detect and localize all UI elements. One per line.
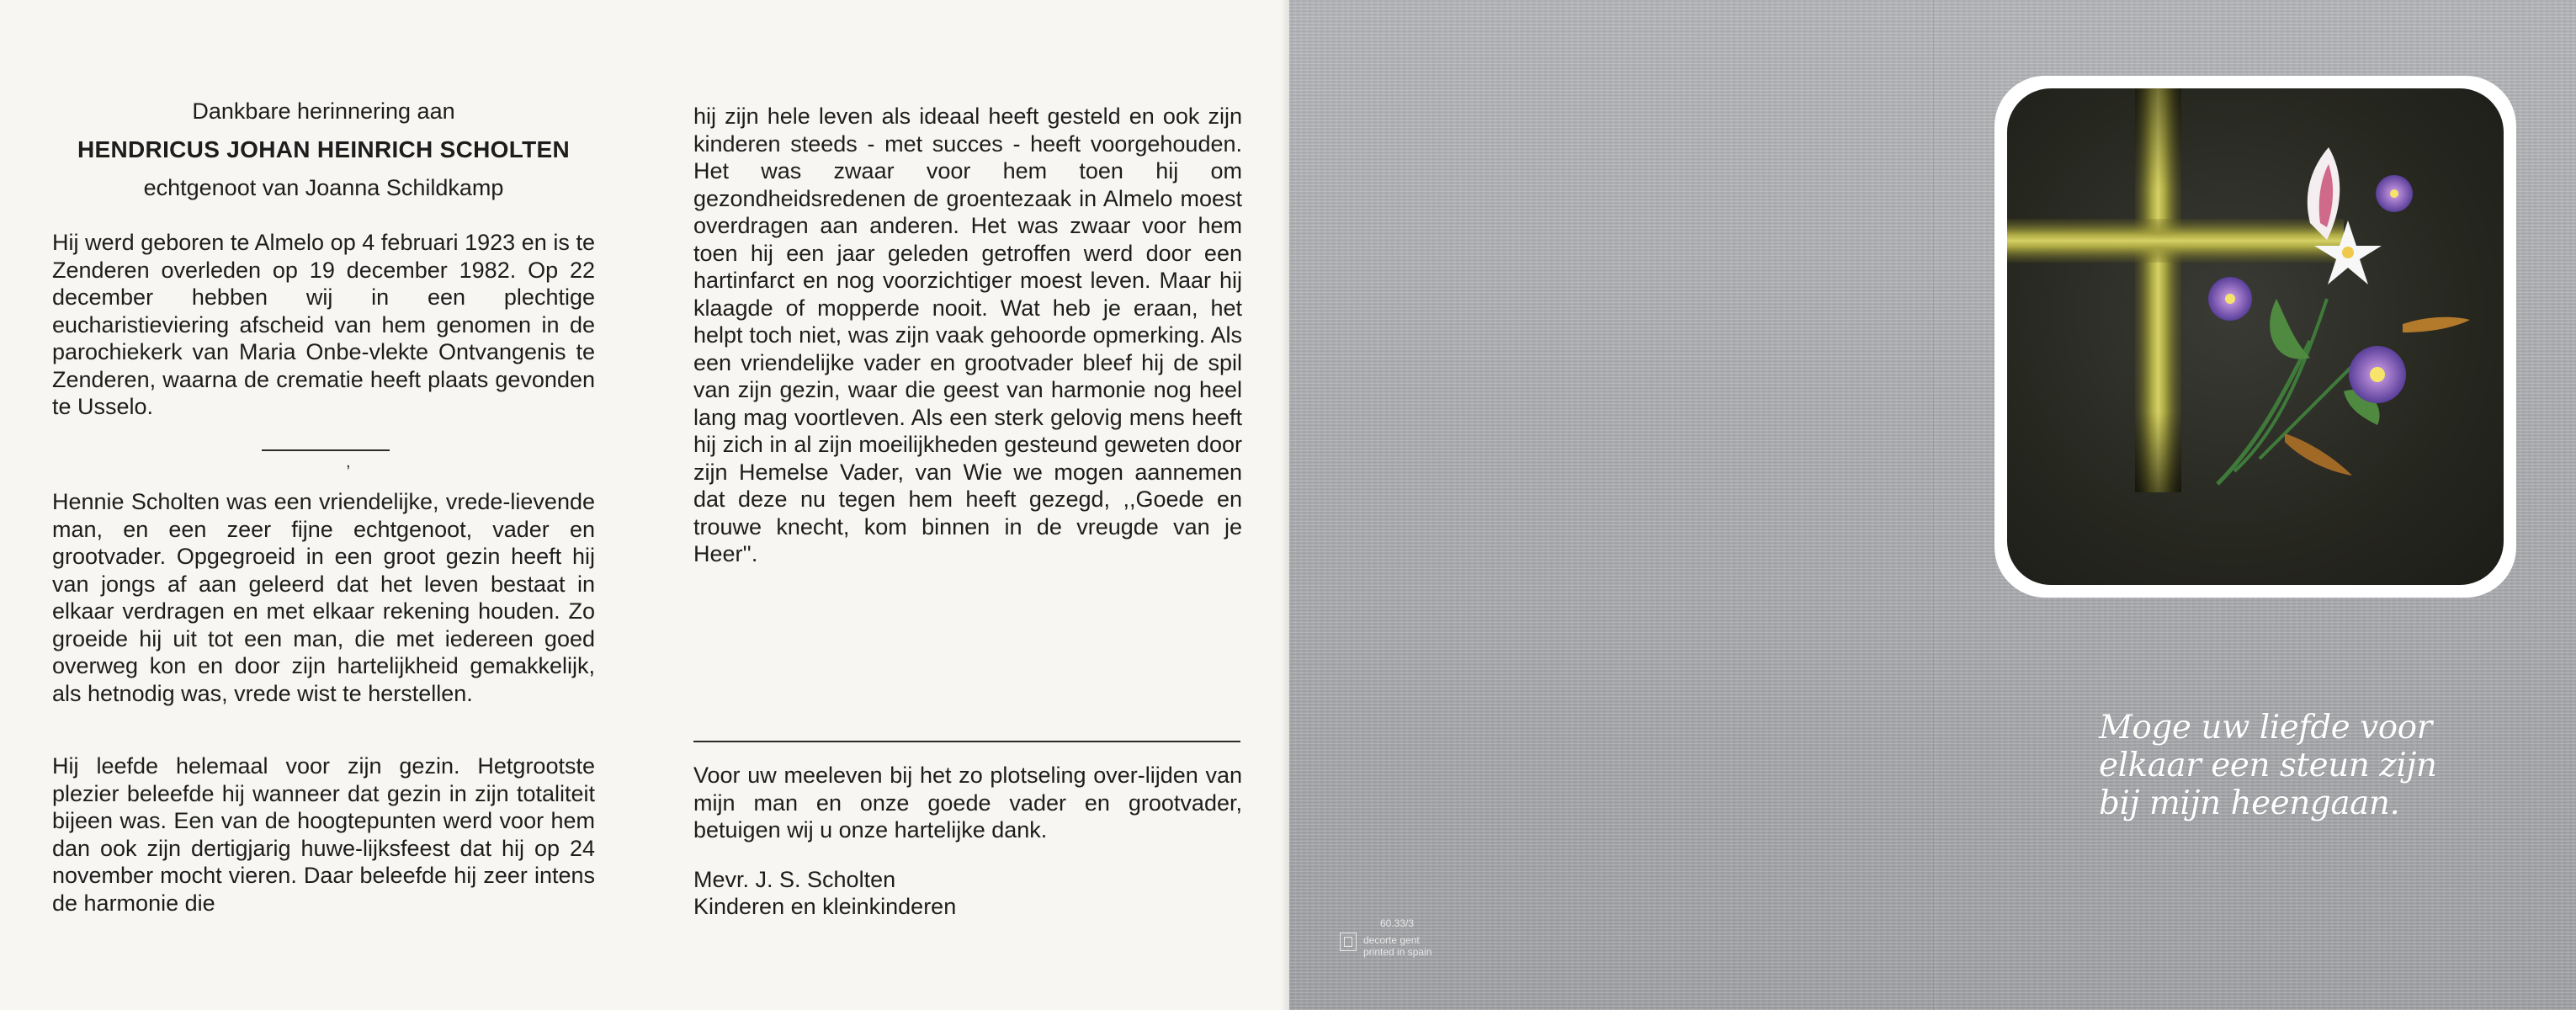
signature-name: Mevr. J. S. Scholten — [693, 867, 896, 892]
cross-flowers-illustration — [2007, 88, 2504, 585]
verse-line-3: bij mijn heengaan. — [2099, 784, 2400, 822]
printer-logo-icon — [1340, 933, 1357, 951]
cover-verse — [2099, 709, 2452, 822]
paragraph-birth: Hij werd geboren te Almelo op 4 februari 1923 en is te Zenderen overleden op 19 december 1982. Op 22 december hebben wij in een plechtige eucharistieviering afscheid van hem genomen in de parochiekerk van Maria Onbe-vlekte Ontvangenis te Zenderen, waarna de crematie heeft plaats gevonden te Usselo. — [52, 230, 595, 419]
paragraph-thanks: Voor uw meeleven bij het zo plotseling over-lijden van mijn man en onze goede vader en grootvader, betuigen wij u onze hartelijke dank. — [693, 763, 1242, 843]
deceased-name: HENDRICUS JOHAN HEINRICH SCHOLTEN — [77, 136, 570, 162]
cross-icon — [2007, 88, 2344, 492]
verse-line-1: Moge uw liefde voor — [2099, 709, 2432, 747]
intro-line: Dankbare herinnering aan — [192, 98, 455, 124]
paragraph-character: Hennie Scholten was een vriendelijke, vrede-lievende man, en een zeer fijne echtgenoot, vader en grootvader. Opgegroeid in een groot gezin heeft hij van jongs af aan geleerd dat het leven bestaat in elkaar verdragen en met elkaar rekening houden. Zo groeide hij uit tot een man, die met iedereen goed overweg kon en door zijn hartelijkheid gemakkelijk, als hetnodig was, vrede wist te herstellen. — [52, 489, 595, 706]
verse-line-2: elkaar een steun zijn — [2099, 747, 2437, 784]
printer-imprint — [1340, 917, 1483, 968]
cross-and-flowers-picture — [2007, 88, 2504, 585]
imprint-code: 60.33/3 — [1380, 917, 1415, 929]
paragraph-continuation: hij zijn hele leven als ideaal heeft gesteld en ook zijn kinderen steeds - met succes - heeft voorgehouden. Het was zwaar voor hem toen hij om gezondheidsredenen de groentezaak in Almelo moest overdragen aan anderen. Het was zwaar voor hem toen hij een jaar geleden getroffen werd door een hartinfarct en nog voorzichtiger moest leven. Maar hij klaagde of mopperde nooit. Wat heb je eraan, het helpt toch niet, was zijn vaak gehoorde opmerking. Als een vriendelijke vader en grootvader bleef hij de spil van zijn gezin, waar die geest van harmonie nog heel lang mag voortleven. Als een sterk gelovig mens heeft hij zich in al zijn moeilijkheden gesteund geweten door zijn Hemelse Vader, van Wie we mogen aannemen dat deze nu tegen hem heeft gezegd, ,,Goede en trouwe knecht, kom binnen in de vreugde van je Heer''. — [693, 104, 1242, 566]
spouse-line: echtgenoot van Joanna Schildkamp — [143, 175, 504, 200]
cover-fold-line — [1933, 0, 1936, 1010]
divider-long — [693, 741, 1240, 742]
imprint-origin: printed in spain — [1363, 946, 1432, 958]
divider-short — [262, 449, 390, 451]
flower-bouquet-icon — [2208, 147, 2470, 484]
divider-mark: , — [346, 453, 351, 471]
paragraph-family: Hij leefde helemaal voor zijn gezin. Hetgrootste plezier beleefde hij wanneer dat gezin in zijn totaliteit bijeen was. Een van de hoogtepunten werd voor hem dan ook zijn dertigjarig huwe-lijksfeest dat hij op 24 november mocht vieren. Daar beleefde hij zeer intens de harmonie die — [52, 753, 595, 916]
signature-family: Kinderen en kleinkinderen — [693, 894, 957, 919]
imprint-printer: decorte gent — [1363, 934, 1420, 946]
